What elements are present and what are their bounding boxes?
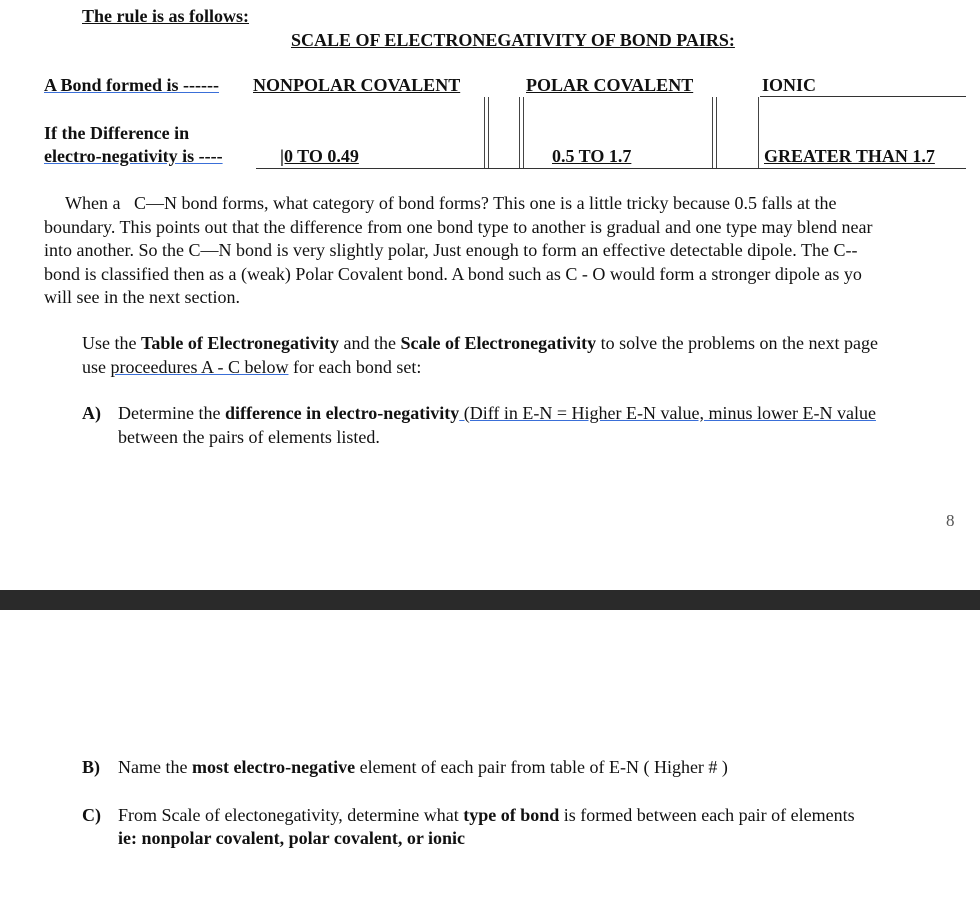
page-separator xyxy=(0,590,980,610)
step-c-line2: ie: nonpolar covalent, polar covalent, or ionic xyxy=(118,828,465,848)
divider xyxy=(484,97,485,169)
paragraph-line: into another. So the C—N bond is very slightly polar, Just enough to form an effective detectable dipole. The C-- xyxy=(44,240,858,260)
row2-ionic-range: GREATER THAN 1.7 xyxy=(764,146,935,166)
row1-label: A Bond formed is ------ xyxy=(44,75,219,95)
step-b-letter: B) xyxy=(82,757,100,777)
row2-baseline xyxy=(256,168,966,169)
row2-label-line1: If the Difference in xyxy=(44,123,190,143)
explanation-paragraph xyxy=(44,192,980,310)
page-number: 8 xyxy=(946,511,955,530)
divider xyxy=(519,97,520,169)
rule-heading: The rule is as follows: xyxy=(82,6,250,26)
paragraph-line: will see in the next section. xyxy=(44,287,240,307)
row2-label-line2: electro-negativity is ---- xyxy=(44,146,223,166)
step-a-text: Determine the difference in electro-negativity (Diff in E-N = Higher E-N value, minus lower E-N value xyxy=(118,403,876,423)
divider xyxy=(712,97,713,169)
divider xyxy=(523,97,524,169)
instructions-line1: Use the Table of Electronegativity and the Scale of Electronegativity to solve the problems on the next page xyxy=(82,333,879,353)
scale-title: SCALE OF ELECTRONEGATIVITY OF BOND PAIRS: xyxy=(291,30,735,50)
step-a-letter: A) xyxy=(82,403,101,423)
instructions-line2: use proceedures A - C below for each bond set: xyxy=(82,357,422,377)
divider xyxy=(488,97,489,169)
step-c-text: From Scale of electonegativity, determine what type of bond is formed between each pair of elements xyxy=(118,805,855,825)
row1-nonpolar: NONPOLAR COVALENT xyxy=(253,75,461,95)
row1-polar: POLAR COVALENT xyxy=(526,75,694,95)
step-c-letter: C) xyxy=(82,805,101,825)
row2-nonpolar-range: |0 TO 0.49 xyxy=(280,146,359,166)
row1-ionic: IONIC xyxy=(762,75,817,95)
step-b-text: Name the most electro-negative element of each pair from table of E-N ( Higher # ) xyxy=(118,757,728,777)
row1-underline xyxy=(760,96,966,97)
step-a-line2: between the pairs of elements listed. xyxy=(118,427,380,447)
paragraph-line: bond is classified then as a (weak) Polar Covalent bond. A bond such as C - O would form a stronger dipole as yo xyxy=(44,263,862,284)
divider xyxy=(758,97,759,169)
procedures-link: proceedures A - C below xyxy=(110,357,289,377)
paragraph-line: When a C—N bond forms, what category of bond forms? This one is a little tricky because 0.5 falls at the xyxy=(65,193,837,213)
paragraph-line: boundary. This points out that the difference from one bond type to another is gradual and one type may blend near xyxy=(44,216,873,237)
divider xyxy=(716,97,717,169)
row2-polar-range: 0.5 TO 1.7 xyxy=(552,146,632,166)
